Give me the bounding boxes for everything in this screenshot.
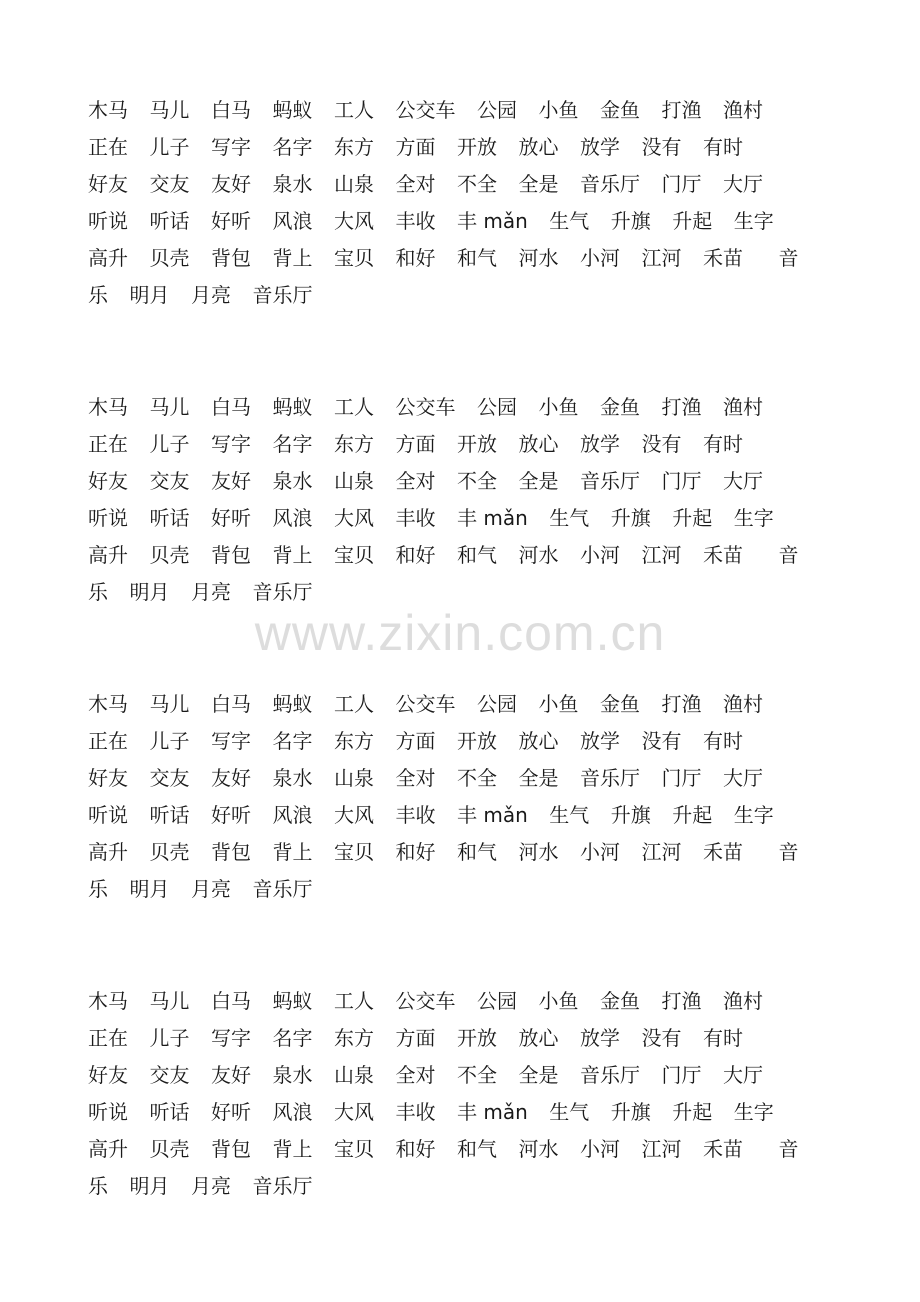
vocabulary-word: 大风 — [334, 209, 374, 233]
vocabulary-word: 公交车 — [395, 692, 456, 716]
vocabulary-word: 丰 mǎn — [457, 506, 528, 530]
vocabulary-word: 高升 — [88, 1137, 128, 1161]
vocabulary-word: 音乐厅 — [580, 766, 640, 790]
vocabulary-word: 背上 — [272, 246, 313, 270]
vocabulary-word: 打渔 — [661, 989, 702, 1013]
vocabulary-word: 放心 — [518, 135, 559, 159]
vocabulary-word: 升旗 — [610, 506, 651, 530]
vocabulary-word: 生字 — [733, 1100, 774, 1124]
vocabulary-word: 交友 — [149, 766, 190, 790]
vocabulary-word: 儿子 — [149, 432, 190, 456]
vocabulary-word: 宝贝 — [334, 543, 374, 567]
vocabulary-word: 好友 — [88, 1063, 128, 1087]
vocabulary-word: 蚂蚁 — [272, 692, 313, 716]
word-line — [88, 760, 848, 797]
word-line — [88, 686, 848, 723]
vocabulary-word: 大厅 — [723, 1063, 763, 1087]
vocabulary-word: 河水 — [518, 1137, 559, 1161]
word-line — [88, 389, 848, 426]
vocabulary-word: 宝贝 — [334, 840, 374, 864]
vocabulary-word: 打渔 — [661, 98, 702, 122]
vocabulary-word: 交友 — [149, 469, 190, 493]
vocabulary-word: 丰 mǎn — [457, 209, 528, 233]
vocabulary-word: 背包 — [211, 543, 251, 567]
vocabulary-word: 开放 — [457, 1026, 497, 1050]
vocabulary-word: 风浪 — [272, 803, 313, 827]
vocabulary-word: 方面 — [395, 135, 436, 159]
vocabulary-word: 音乐厅 — [252, 283, 313, 307]
vocabulary-word: 大厅 — [723, 469, 763, 493]
vocabulary-word: 小鱼 — [538, 692, 579, 716]
vocabulary-word: 马儿 — [149, 989, 190, 1013]
vocabulary-word: 全是 — [518, 469, 559, 493]
word-line — [88, 1131, 848, 1168]
vocabulary-word: 好听 — [211, 506, 251, 530]
vocabulary-word: 放学 — [580, 1026, 620, 1050]
vocabulary-word: 放心 — [518, 432, 559, 456]
vocabulary-word: 山泉 — [334, 469, 374, 493]
vocabulary-word: 全是 — [518, 1063, 559, 1087]
vocabulary-word: 大厅 — [723, 766, 763, 790]
vocabulary-word: 升旗 — [610, 1100, 651, 1124]
vocabulary-word: 生气 — [549, 1100, 590, 1124]
vocabulary-word: 山泉 — [334, 766, 374, 790]
vocabulary-word: 丰 mǎn — [457, 803, 528, 827]
vocabulary-word: 小河 — [580, 543, 620, 567]
word-line — [88, 277, 848, 314]
vocabulary-word: 听话 — [149, 209, 190, 233]
word-line — [88, 797, 848, 834]
vocabulary-word: 听说 — [88, 506, 128, 530]
vocabulary-word: 泉水 — [272, 172, 313, 196]
vocabulary-word: 有时 — [703, 729, 743, 753]
word-list-block — [88, 92, 848, 314]
word-line — [88, 983, 848, 1020]
word-line — [88, 500, 848, 537]
vocabulary-word: 风浪 — [272, 506, 313, 530]
vocabulary-word: 马儿 — [149, 395, 190, 419]
vocabulary-word: 听说 — [88, 1100, 128, 1124]
vocabulary-word: 月亮 — [191, 1174, 231, 1198]
vocabulary-word: 和气 — [457, 543, 497, 567]
vocabulary-word: 禾苗 — [703, 246, 743, 270]
vocabulary-word: 正在 — [88, 432, 128, 456]
vocabulary-word: 河水 — [518, 543, 559, 567]
vocabulary-word: 好听 — [211, 1100, 251, 1124]
vocabulary-word: 禾苗 — [703, 543, 743, 567]
vocabulary-word: 贝壳 — [149, 246, 190, 270]
vocabulary-word: 全是 — [518, 766, 559, 790]
vocabulary-word: 公交车 — [395, 395, 456, 419]
vocabulary-word: 有时 — [703, 135, 743, 159]
vocabulary-word: 东方 — [334, 1026, 374, 1050]
vocabulary-word: 渔村 — [723, 692, 763, 716]
vocabulary-word: 小鱼 — [538, 395, 579, 419]
vocabulary-word: 背包 — [211, 1137, 251, 1161]
vocabulary-word: 正在 — [88, 1026, 128, 1050]
vocabulary-word: 背上 — [272, 543, 313, 567]
vocabulary-word: 金鱼 — [600, 692, 640, 716]
word-line — [88, 723, 848, 760]
vocabulary-word: 丰收 — [395, 1100, 436, 1124]
vocabulary-word: 生气 — [549, 209, 590, 233]
vocabulary-word: 小河 — [580, 246, 620, 270]
vocabulary-word: 木马 — [88, 989, 128, 1013]
vocabulary-word: 乐 — [88, 283, 108, 307]
vocabulary-word: 背包 — [211, 840, 251, 864]
vocabulary-word: 贝壳 — [149, 1137, 190, 1161]
vocabulary-word: 公园 — [477, 692, 517, 716]
vocabulary-word: 音乐厅 — [580, 469, 640, 493]
vocabulary-word: 蚂蚁 — [272, 395, 313, 419]
vocabulary-word: 禾苗 — [703, 840, 743, 864]
vocabulary-word: 江河 — [641, 1137, 682, 1161]
vocabulary-word: 儿子 — [149, 729, 190, 753]
vocabulary-word: 河水 — [518, 840, 559, 864]
vocabulary-word: 写字 — [211, 432, 251, 456]
vocabulary-word: 打渔 — [661, 692, 702, 716]
vocabulary-word: 和好 — [395, 246, 436, 270]
vocabulary-word: 不全 — [457, 766, 497, 790]
word-line — [88, 166, 848, 203]
vocabulary-word: 听话 — [149, 1100, 190, 1124]
vocabulary-word: 风浪 — [272, 209, 313, 233]
vocabulary-word: 高升 — [88, 543, 128, 567]
vocabulary-word: 风浪 — [272, 1100, 313, 1124]
vocabulary-word: 名字 — [272, 432, 313, 456]
vocabulary-word: 写字 — [211, 729, 251, 753]
vocabulary-word: 儿子 — [149, 135, 190, 159]
vocabulary-word: 音乐厅 — [252, 1174, 313, 1198]
vocabulary-word: 蚂蚁 — [272, 989, 313, 1013]
vocabulary-word: 名字 — [272, 729, 313, 753]
vocabulary-word: 东方 — [334, 729, 374, 753]
vocabulary-word: 江河 — [641, 543, 682, 567]
vocabulary-word: 全对 — [395, 469, 436, 493]
vocabulary-word: 听话 — [149, 506, 190, 530]
vocabulary-word: 不全 — [457, 172, 497, 196]
word-line — [88, 92, 848, 129]
vocabulary-word: 工人 — [334, 395, 374, 419]
vocabulary-word: 渔村 — [723, 395, 763, 419]
vocabulary-word: 木马 — [88, 98, 128, 122]
word-line — [88, 1057, 848, 1094]
vocabulary-word: 白马 — [211, 989, 251, 1013]
word-list-block — [88, 686, 848, 908]
vocabulary-word: 开放 — [457, 432, 497, 456]
vocabulary-word: 公交车 — [395, 989, 456, 1013]
vocabulary-word: 木马 — [88, 395, 128, 419]
vocabulary-word: 山泉 — [334, 1063, 374, 1087]
vocabulary-word: 正在 — [88, 135, 128, 159]
word-line — [88, 1094, 848, 1131]
vocabulary-word: 丰收 — [395, 803, 436, 827]
word-line — [88, 426, 848, 463]
vocabulary-word: 放学 — [580, 135, 620, 159]
vocabulary-word: 放心 — [518, 1026, 559, 1050]
vocabulary-word: 工人 — [334, 989, 374, 1013]
vocabulary-word: 小河 — [580, 840, 620, 864]
vocabulary-word: 没有 — [641, 1026, 682, 1050]
word-line — [88, 834, 848, 871]
vocabulary-word: 升起 — [672, 209, 713, 233]
vocabulary-word: 友好 — [211, 469, 251, 493]
vocabulary-word: 和好 — [395, 1137, 436, 1161]
vocabulary-word: 山泉 — [334, 172, 374, 196]
vocabulary-word: 背上 — [272, 840, 313, 864]
vocabulary-word: 升旗 — [610, 209, 651, 233]
vocabulary-word: 升旗 — [610, 803, 651, 827]
vocabulary-word: 生气 — [549, 506, 590, 530]
vocabulary-word: 放学 — [580, 432, 620, 456]
vocabulary-word: 放学 — [580, 729, 620, 753]
vocabulary-word: 月亮 — [191, 283, 231, 307]
vocabulary-word: 明月 — [129, 283, 170, 307]
word-list-block — [88, 389, 848, 611]
vocabulary-word: 金鱼 — [600, 395, 640, 419]
vocabulary-word: 渔村 — [723, 98, 763, 122]
vocabulary-word: 白马 — [211, 395, 251, 419]
vocabulary-word: 不全 — [457, 469, 497, 493]
vocabulary-word: 公园 — [477, 989, 517, 1013]
vocabulary-word: 白马 — [211, 98, 251, 122]
vocabulary-word: 马儿 — [149, 98, 190, 122]
vocabulary-word: 明月 — [129, 580, 170, 604]
vocabulary-word: 门厅 — [661, 1063, 702, 1087]
vocabulary-word: 交友 — [149, 172, 190, 196]
vocabulary-word: 友好 — [211, 172, 251, 196]
vocabulary-word: 放心 — [518, 729, 559, 753]
vocabulary-word: 全是 — [518, 172, 559, 196]
vocabulary-word: 小河 — [580, 1137, 620, 1161]
vocabulary-word: 音 — [778, 1137, 799, 1161]
vocabulary-word: 开放 — [457, 135, 497, 159]
vocabulary-word: 泉水 — [272, 1063, 313, 1087]
vocabulary-word: 禾苗 — [703, 1137, 743, 1161]
vocabulary-word: 小鱼 — [538, 989, 579, 1013]
vocabulary-word: 有时 — [703, 432, 743, 456]
vocabulary-word: 金鱼 — [600, 989, 640, 1013]
vocabulary-word: 贝壳 — [149, 840, 190, 864]
vocabulary-word: 方面 — [395, 729, 436, 753]
watermark: www.zixin.com.cn — [254, 605, 666, 661]
word-line — [88, 1168, 848, 1205]
vocabulary-word: 友好 — [211, 1063, 251, 1087]
word-line — [88, 203, 848, 240]
vocabulary-word: 音乐厅 — [580, 172, 640, 196]
vocabulary-word: 明月 — [129, 1174, 170, 1198]
vocabulary-word: 音 — [778, 543, 799, 567]
vocabulary-word: 正在 — [88, 729, 128, 753]
vocabulary-word: 江河 — [641, 840, 682, 864]
vocabulary-word: 交友 — [149, 1063, 190, 1087]
vocabulary-word: 不全 — [457, 1063, 497, 1087]
vocabulary-word: 明月 — [129, 877, 170, 901]
vocabulary-word: 背上 — [272, 1137, 313, 1161]
vocabulary-word: 大风 — [334, 803, 374, 827]
word-list-block — [88, 983, 848, 1205]
vocabulary-word: 门厅 — [661, 172, 702, 196]
word-line — [88, 463, 848, 500]
vocabulary-word: 生气 — [549, 803, 590, 827]
vocabulary-word: 高升 — [88, 246, 128, 270]
vocabulary-word: 宝贝 — [334, 246, 374, 270]
vocabulary-word: 好友 — [88, 766, 128, 790]
vocabulary-word: 升起 — [672, 1100, 713, 1124]
vocabulary-word: 大风 — [334, 1100, 374, 1124]
vocabulary-word: 门厅 — [661, 766, 702, 790]
vocabulary-word: 丰 mǎn — [457, 1100, 528, 1124]
vocabulary-word: 蚂蚁 — [272, 98, 313, 122]
vocabulary-word: 写字 — [211, 1026, 251, 1050]
vocabulary-word: 乐 — [88, 580, 108, 604]
vocabulary-word: 东方 — [334, 135, 374, 159]
vocabulary-word: 月亮 — [191, 580, 231, 604]
vocabulary-word: 音乐厅 — [252, 877, 313, 901]
vocabulary-word: 公园 — [477, 98, 517, 122]
vocabulary-word: 写字 — [211, 135, 251, 159]
vocabulary-word: 乐 — [88, 877, 108, 901]
vocabulary-word: 好听 — [211, 209, 251, 233]
vocabulary-word: 听说 — [88, 209, 128, 233]
word-line — [88, 129, 848, 166]
vocabulary-word: 丰收 — [395, 506, 436, 530]
vocabulary-word: 门厅 — [661, 469, 702, 493]
vocabulary-word: 乐 — [88, 1174, 108, 1198]
vocabulary-word: 没有 — [641, 432, 682, 456]
vocabulary-word: 没有 — [641, 135, 682, 159]
vocabulary-word: 听说 — [88, 803, 128, 827]
vocabulary-word: 生字 — [733, 803, 774, 827]
vocabulary-word: 贝壳 — [149, 543, 190, 567]
vocabulary-word: 好友 — [88, 172, 128, 196]
vocabulary-word: 泉水 — [272, 469, 313, 493]
vocabulary-word: 公交车 — [395, 98, 456, 122]
vocabulary-word: 儿子 — [149, 1026, 190, 1050]
vocabulary-word: 全对 — [395, 172, 436, 196]
vocabulary-word: 马儿 — [149, 692, 190, 716]
vocabulary-word: 渔村 — [723, 989, 763, 1013]
vocabulary-word: 全对 — [395, 1063, 436, 1087]
vocabulary-word: 大风 — [334, 506, 374, 530]
vocabulary-word: 音乐厅 — [252, 580, 313, 604]
vocabulary-word: 工人 — [334, 98, 374, 122]
vocabulary-word: 河水 — [518, 246, 559, 270]
vocabulary-word: 听话 — [149, 803, 190, 827]
vocabulary-word: 大厅 — [723, 172, 763, 196]
word-line — [88, 240, 848, 277]
vocabulary-word: 好友 — [88, 469, 128, 493]
vocabulary-word: 东方 — [334, 432, 374, 456]
vocabulary-word: 小鱼 — [538, 98, 579, 122]
vocabulary-word: 工人 — [334, 692, 374, 716]
vocabulary-word: 音 — [778, 840, 799, 864]
vocabulary-word: 好听 — [211, 803, 251, 827]
vocabulary-word: 月亮 — [191, 877, 231, 901]
vocabulary-word: 和气 — [457, 1137, 497, 1161]
vocabulary-word: 白马 — [211, 692, 251, 716]
vocabulary-word: 生字 — [733, 209, 774, 233]
vocabulary-word: 音乐厅 — [580, 1063, 640, 1087]
vocabulary-word: 和气 — [457, 246, 497, 270]
word-line — [88, 1020, 848, 1057]
vocabulary-word: 和气 — [457, 840, 497, 864]
vocabulary-word: 名字 — [272, 135, 313, 159]
vocabulary-word: 方面 — [395, 432, 436, 456]
vocabulary-word: 打渔 — [661, 395, 702, 419]
vocabulary-word: 全对 — [395, 766, 436, 790]
vocabulary-word: 丰收 — [395, 209, 436, 233]
vocabulary-word: 名字 — [272, 1026, 313, 1050]
vocabulary-word: 友好 — [211, 766, 251, 790]
vocabulary-word: 背包 — [211, 246, 251, 270]
word-line — [88, 537, 848, 574]
vocabulary-word: 音 — [778, 246, 799, 270]
vocabulary-word: 方面 — [395, 1026, 436, 1050]
vocabulary-word: 宝贝 — [334, 1137, 374, 1161]
vocabulary-word: 和好 — [395, 840, 436, 864]
vocabulary-word: 升起 — [672, 506, 713, 530]
vocabulary-word: 江河 — [641, 246, 682, 270]
vocabulary-word: 公园 — [477, 395, 517, 419]
vocabulary-word: 开放 — [457, 729, 497, 753]
vocabulary-word: 金鱼 — [600, 98, 640, 122]
vocabulary-word: 泉水 — [272, 766, 313, 790]
vocabulary-word: 生字 — [733, 506, 774, 530]
vocabulary-word: 没有 — [641, 729, 682, 753]
vocabulary-word: 和好 — [395, 543, 436, 567]
vocabulary-word: 升起 — [672, 803, 713, 827]
vocabulary-word: 木马 — [88, 692, 128, 716]
word-line — [88, 871, 848, 908]
vocabulary-word: 有时 — [703, 1026, 743, 1050]
vocabulary-word: 高升 — [88, 840, 128, 864]
